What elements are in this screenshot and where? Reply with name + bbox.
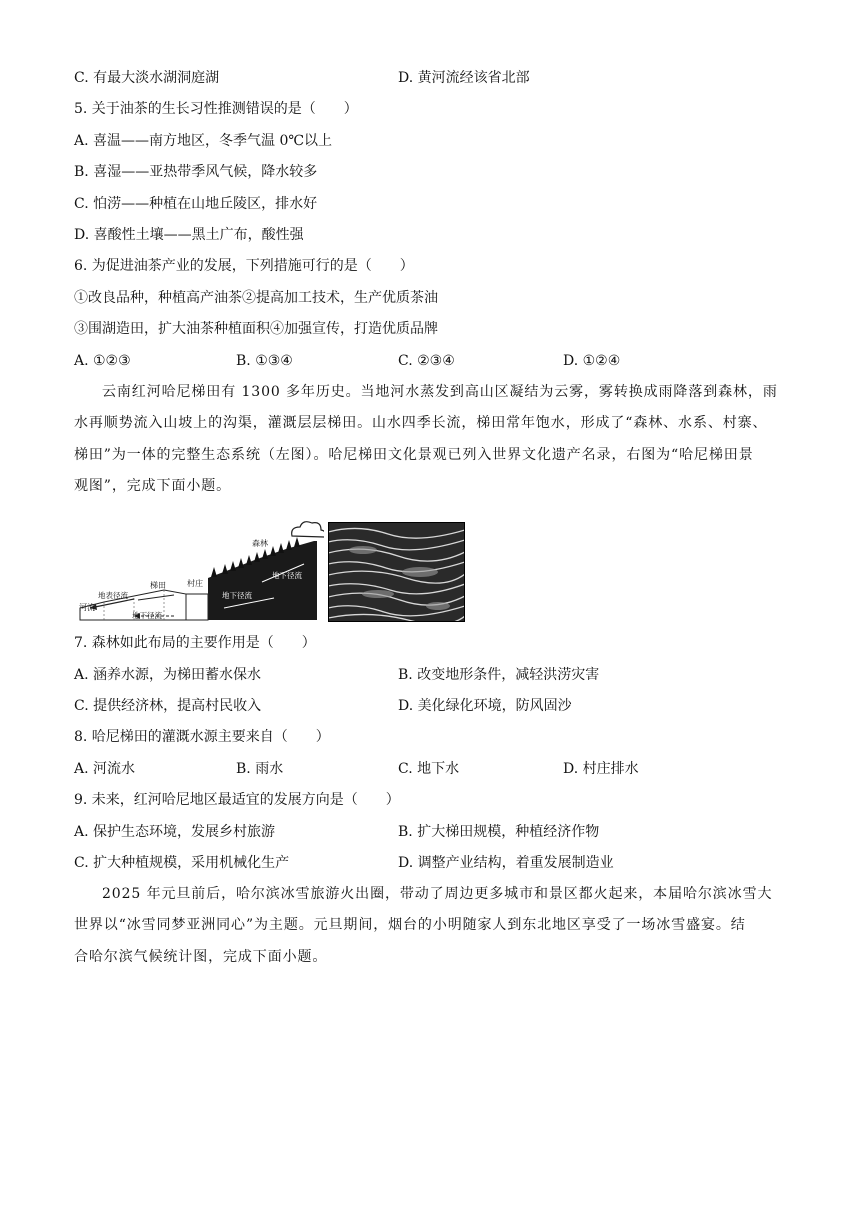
hani-terrace-photo xyxy=(328,522,465,622)
q9-stem: 9. 未来，红河哈尼地区最适宜的发展方向是（ ） xyxy=(74,792,400,808)
terrace-ecosystem-diagram xyxy=(74,516,324,624)
label-surface-runoff: 地表径流 xyxy=(98,591,128,600)
q5-option-b: B. 喜湿——亚热带季风气候，降水较多 xyxy=(74,164,318,180)
q4-option-c: C. 有最大淡水湖洞庭湖 xyxy=(74,70,220,86)
q8-option-c: C. 地下水 xyxy=(398,761,460,777)
q9-option-d: D. 调整产业结构，着重发展制造业 xyxy=(398,855,614,871)
q7-option-d: D. 美化绿化环境，防风固沙 xyxy=(398,698,572,714)
label-underground-c: 地下径流 xyxy=(272,571,302,580)
q6-option-a: A. ①②③ xyxy=(74,353,131,369)
passage2-line-1: 2025 年元旦前后，哈尔滨冰雪旅游火出圈，带动了周边更多城市和景区都火起来，本届哈尔滨冰雪大 xyxy=(102,886,773,902)
cloud-icon xyxy=(292,522,324,537)
label-terrace: 梯田 xyxy=(150,581,166,590)
q4-option-d: D. 黄河流经该省北部 xyxy=(398,70,530,86)
q9-option-a: A. 保护生态环境，发展乡村旅游 xyxy=(74,824,276,840)
q7-option-b: B. 改变地形条件，减轻洪涝灾害 xyxy=(398,667,600,683)
q5-stem: 5. 关于油茶的生长习性推测错误的是（ ） xyxy=(74,101,358,117)
q9-option-c: C. 扩大种植规模，采用机械化生产 xyxy=(74,855,290,871)
q7-stem: 7. 森林如此布局的主要作用是（ ） xyxy=(74,635,316,651)
passage2-line-2: 世界以“冰雪同梦亚洲同心”为主题。元旦期间，烟台的小明随家人到东北地区享受了一场冰雪盛宴。结 xyxy=(74,917,746,933)
q6-statements-1: ①改良品种，种植高产油茶②提高加工技术，生产优质茶油 xyxy=(74,290,438,306)
label-underground-b: 地下径流 xyxy=(222,591,252,600)
q6-option-c: C. ②③④ xyxy=(398,353,455,369)
q9-option-b: B. 扩大梯田规模，种植经济作物 xyxy=(398,824,600,840)
q5-option-c: C. 怕涝——种植在山地丘陵区，排水好 xyxy=(74,196,318,212)
q6-statements-2: ③围湖造田，扩大油茶种植面积④加强宣传，打造优质品牌 xyxy=(74,321,438,337)
q7-option-a: A. 涵养水源，为梯田蓄水保水 xyxy=(74,667,262,683)
passage2-line-3: 合哈尔滨气候统计图，完成下面小题。 xyxy=(74,949,328,965)
label-underground-a: 地下径流 xyxy=(132,611,162,620)
q8-stem: 8. 哈尼梯田的灌溉水源主要来自（ ） xyxy=(74,729,330,745)
label-river: 河流 xyxy=(79,603,95,612)
q6-option-d: D. ①②④ xyxy=(563,353,621,369)
q7-option-c: C. 提供经济林，提高村民收入 xyxy=(74,698,262,714)
passage1-line-1: 云南红河哈尼梯田有 1300 多年历史。当地河水蒸发到高山区凝结为云雾，雾转换成雨降落到森林，雨 xyxy=(102,384,778,400)
q8-option-a: A. 河流水 xyxy=(74,761,136,777)
passage1-line-4: 观图”，完成下面小题。 xyxy=(74,478,232,494)
passage1-line-2: 水再顺势流入山坡上的沟渠，灌溉层层梯田。山水四季长流，梯田常年饱水，形成了“森林、水系、村寨、 xyxy=(74,415,768,431)
q5-option-a: A. 喜温——南方地区，冬季气温 0℃以上 xyxy=(74,133,333,149)
q8-option-b: B. 雨水 xyxy=(236,761,284,777)
passage1-line-3: 梯田”为一体的完整生态系统（左图）。哈尼梯田文化景观已列入世界文化遗产名录，右图为“哈尼梯田景 xyxy=(74,447,754,463)
q6-option-b: B. ①③④ xyxy=(236,353,293,369)
label-forest: 森林 xyxy=(252,539,268,548)
label-village: 村庄 xyxy=(187,579,203,588)
q5-option-d: D. 喜酸性土壤——黑土广布，酸性强 xyxy=(74,227,304,243)
q6-stem: 6. 为促进油茶产业的发展，下列措施可行的是（ ） xyxy=(74,258,414,274)
q8-option-d: D. 村庄排水 xyxy=(563,761,639,777)
